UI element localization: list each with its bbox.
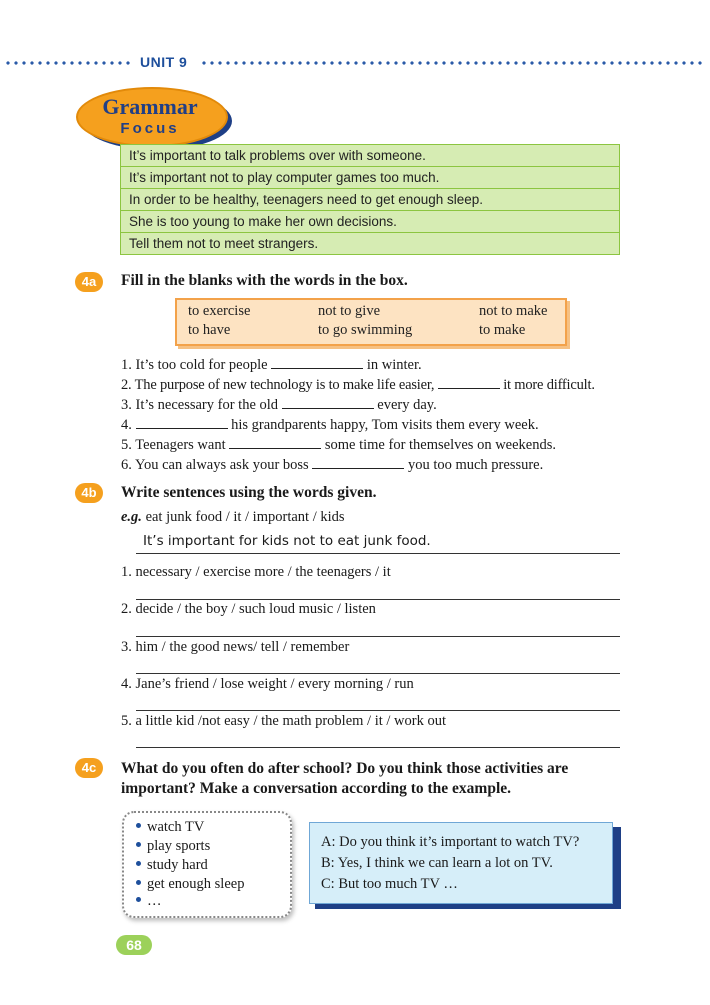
bullet-icon	[136, 861, 141, 866]
answer-line[interactable]	[136, 636, 620, 637]
grammar-row: It’s important not to play computer games too much.	[121, 167, 619, 189]
answer-blank[interactable]	[271, 355, 363, 369]
fill-blank-item	[121, 375, 595, 394]
section-4a-heading: Fill in the blanks with the words in the box.	[121, 272, 408, 289]
answer-blank[interactable]	[312, 455, 404, 469]
activity-item: get enough sleep	[136, 876, 244, 893]
item-text-before: 5. Teenagers want	[121, 437, 226, 453]
grammar-row: In order to be healthy, teenagers need to get enough sleep.	[121, 189, 619, 211]
grammar-badge-title: Grammar	[102, 94, 198, 119]
sentence-item: 1. necessary / exercise more / the teenagers / it	[121, 564, 391, 580]
dialog-line: B: Yes, I think we can learn a lot on TV.	[321, 855, 553, 871]
dialog-line: C: But too much TV …	[321, 876, 458, 892]
item-text-after: it more difficult.	[503, 377, 595, 393]
item-text-after: in winter.	[366, 357, 422, 373]
sentence-item: 3. him / the good news/ tell / remember	[121, 639, 350, 655]
answer-line[interactable]	[136, 599, 620, 600]
grammar-badge-subtitle: Focus	[120, 120, 180, 137]
activity-item: play sports	[136, 838, 210, 855]
dialog-line: A: Do you think it’s important to watch TV?	[321, 834, 580, 850]
section-4c-heading-line1: What do you often do after school? Do you think those activities are	[121, 760, 569, 777]
answer-blank[interactable]	[282, 395, 374, 409]
word-box-item: not to make	[479, 303, 548, 319]
example-label: e.g.	[121, 509, 142, 525]
item-text-after: every day.	[377, 397, 437, 413]
section-4b-heading: Write sentences using the words given.	[121, 484, 377, 501]
sentence-item: 2. decide / the boy / such loud music / listen	[121, 601, 376, 617]
item-text-after: his grandparents happy, Tom visits them every week.	[231, 417, 539, 433]
item-text-after: you too much pressure.	[407, 457, 544, 473]
activity-item: …	[136, 893, 162, 910]
section-tag-4a: 4a	[75, 272, 103, 292]
grammar-row: She is too young to make her own decisions.	[121, 211, 619, 233]
fill-blank-item	[121, 435, 556, 454]
word-box-item: to exercise	[188, 303, 251, 319]
grammar-row: It’s important to talk problems over with someone.	[121, 145, 619, 167]
activity-item: study hard	[136, 857, 208, 874]
fill-blank-item	[121, 415, 539, 434]
fill-blank-item	[121, 455, 543, 474]
header-dots-right	[200, 61, 706, 65]
page-number: 68	[116, 935, 152, 955]
answer-line[interactable]	[136, 673, 620, 674]
fill-blank-item	[121, 355, 422, 374]
answer-blank[interactable]	[438, 375, 500, 389]
word-box-item: to have	[188, 322, 231, 338]
grammar-focus-table	[120, 144, 620, 255]
item-text-before: 2. The purpose of new technology is to make life easier,	[121, 377, 435, 393]
item-text-before: 3. It’s necessary for the old	[121, 397, 279, 413]
bullet-icon	[136, 842, 141, 847]
sentence-item: 5. a little kid /not easy / the math problem / it / work out	[121, 713, 446, 729]
header-dots-left	[4, 61, 132, 65]
item-text-before: 6. You can always ask your boss	[121, 457, 309, 473]
answer-blank[interactable]	[229, 435, 321, 449]
sentence-item: 4. Jane’s friend / lose weight / every morning / run	[121, 676, 414, 692]
item-text-before: 1. It’s too cold for people	[121, 357, 268, 373]
word-box-item: to go swimming	[318, 322, 413, 338]
answer-line[interactable]	[136, 710, 620, 711]
word-box-item: to make	[479, 322, 526, 338]
section-4c-heading-line2: important? Make a conversation according to the example.	[121, 780, 512, 797]
grammar-row: Tell them not to meet strangers.	[121, 233, 619, 254]
bullet-icon	[136, 823, 141, 828]
answer-line[interactable]	[136, 747, 620, 748]
section-tag-4c: 4c	[75, 758, 103, 778]
word-box-item: not to give	[318, 303, 381, 319]
section-tag-4b: 4b	[75, 483, 103, 503]
example-prompt-text: eat junk food / it / important / kids	[145, 509, 345, 525]
example-answer: It’s important for kids not to eat junk food.	[143, 533, 431, 549]
bullet-icon	[136, 880, 141, 885]
activity-item: watch TV	[136, 819, 204, 836]
example-prompt	[121, 509, 345, 526]
item-text-before: 4.	[121, 417, 132, 433]
answer-blank[interactable]	[136, 415, 228, 429]
answer-line[interactable]	[136, 553, 620, 554]
unit-label: UNIT 9	[140, 54, 188, 70]
bullet-icon	[136, 897, 141, 902]
fill-blank-item	[121, 395, 437, 414]
item-text-after: some time for themselves on weekends.	[324, 437, 556, 453]
